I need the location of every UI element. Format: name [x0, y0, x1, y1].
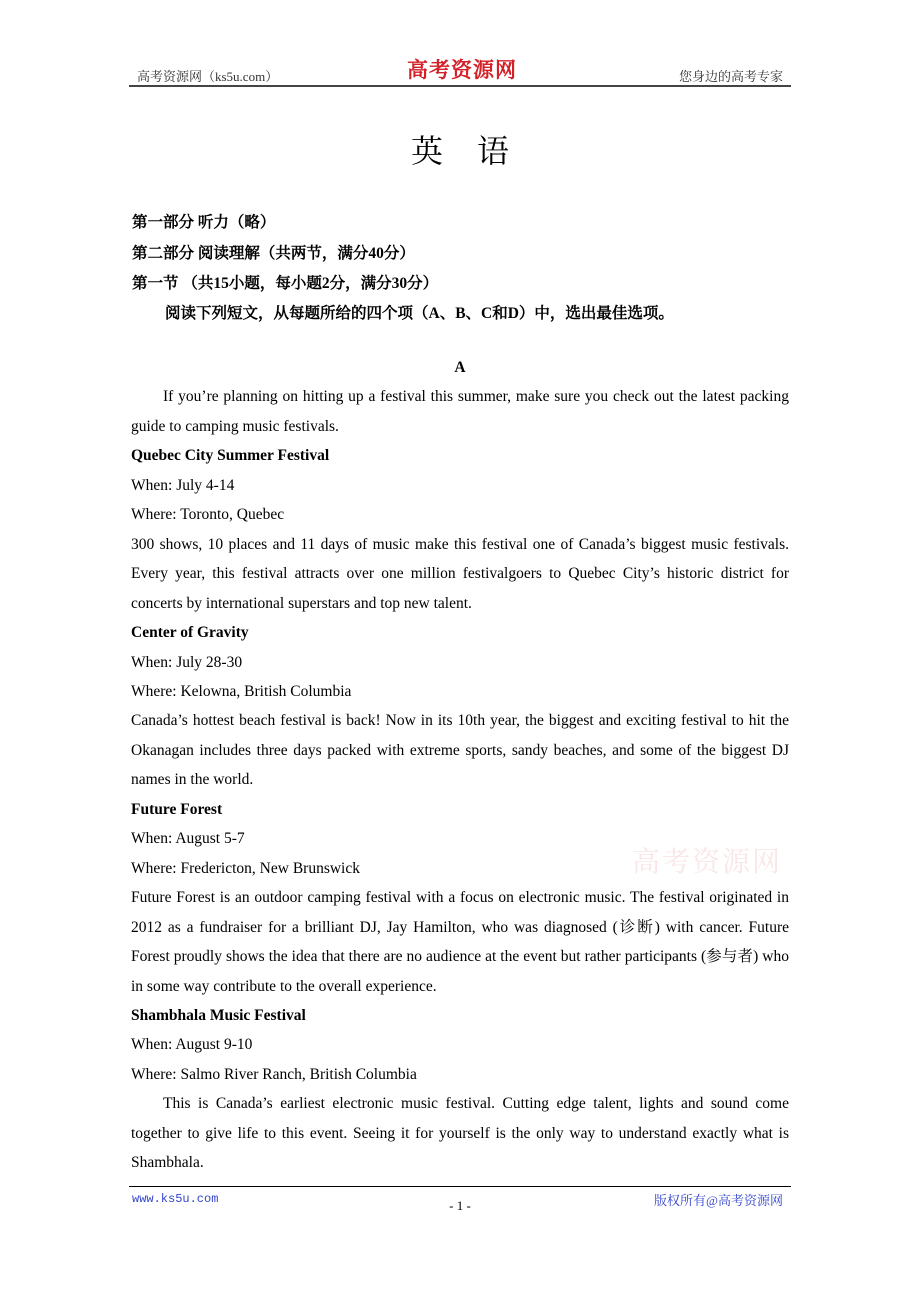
footer-rule	[129, 1186, 791, 1187]
section-heading-3: 第一节 （共15小题，每小题2分，满分30分）	[132, 275, 439, 292]
festival-description: Future Forest is an outdoor camping festival with a focus on electronic music. The festival originated in 2012 as a fundraiser for a brilliant DJ, Jay Hamilton, who was diagnosed (诊断) with cancer. Future Forest proudly shows the idea that there are no audience at the event but rather participants (参与者) who in some way contribute to the overall experience.	[131, 889, 789, 995]
section-heading-2: 第二部分 阅读理解（共两节，满分40分）	[132, 245, 415, 262]
festival-name: Quebec City Summer Festival	[131, 447, 330, 465]
header-logo: 高考资源网	[407, 57, 517, 82]
festival-when: When: August 5-7	[131, 830, 245, 848]
footer-link[interactable]: www.ks5u.com	[132, 1192, 219, 1206]
instructions: 阅读下列短文，从每题所给的四个项（A、B、C和D）中，选出最佳选项。	[165, 305, 674, 322]
festival-when: When: July 4-14	[131, 476, 235, 494]
page-title: 英语	[410, 133, 543, 169]
page-number: - 1 -	[449, 1198, 471, 1213]
festival-when: When: August 9-10	[131, 1036, 253, 1054]
festival-name: Future Forest	[131, 800, 223, 818]
header-slogan: 您身边的高考专家	[678, 69, 783, 84]
festival-where: Where: Fredericton, New Brunswick	[131, 859, 360, 877]
festival-where: Where: Kelowna, British Columbia	[131, 682, 352, 700]
header-rule	[129, 85, 791, 87]
passage-intro: If you’re planning on hitting up a festival this summer, make sure you check out the latest packing guide to camping music festivals.	[131, 388, 789, 435]
festival-name: Center of Gravity	[131, 624, 249, 642]
header-site-name: 高考资源网（ks5u.com）	[137, 69, 279, 84]
watermark: 高考资源网	[632, 847, 783, 878]
passage	[131, 353, 789, 1178]
festival-description: Canada’s hottest beach festival is back! Now in its 10th year, the biggest and exciting festival to hit the Okanagan includes three days packed with extreme sports, sandy beaches, and some of the biggest DJ names in the world.	[131, 712, 789, 789]
section-heading-1: 第一部分 听力（略）	[132, 214, 276, 231]
festival-name: Shambhala Music Festival	[131, 1006, 306, 1024]
footer-copyright: 版权所有@高考资源网	[654, 1193, 783, 1208]
festival-when: When: July 28-30	[131, 653, 243, 671]
passage-label: A	[454, 359, 466, 376]
festival-description: This is Canada’s earliest electronic music festival. Cutting edge talent, lights and sound come together to give life to this event. Seeing it for yourself is the only way to understand exactly what is Shambhala.	[131, 1095, 789, 1172]
festival-where: Where: Toronto, Quebec	[131, 506, 285, 524]
festival-where: Where: Salmo River Ranch, British Columbia	[131, 1065, 417, 1083]
festival-description: 300 shows, 10 places and 11 days of music make this festival one of Canada’s biggest music festivals. Every year, this festival attracts over one million festivalgoers to Quebec City’s historic district for concerts by international superstars and top new talent.	[131, 535, 789, 612]
